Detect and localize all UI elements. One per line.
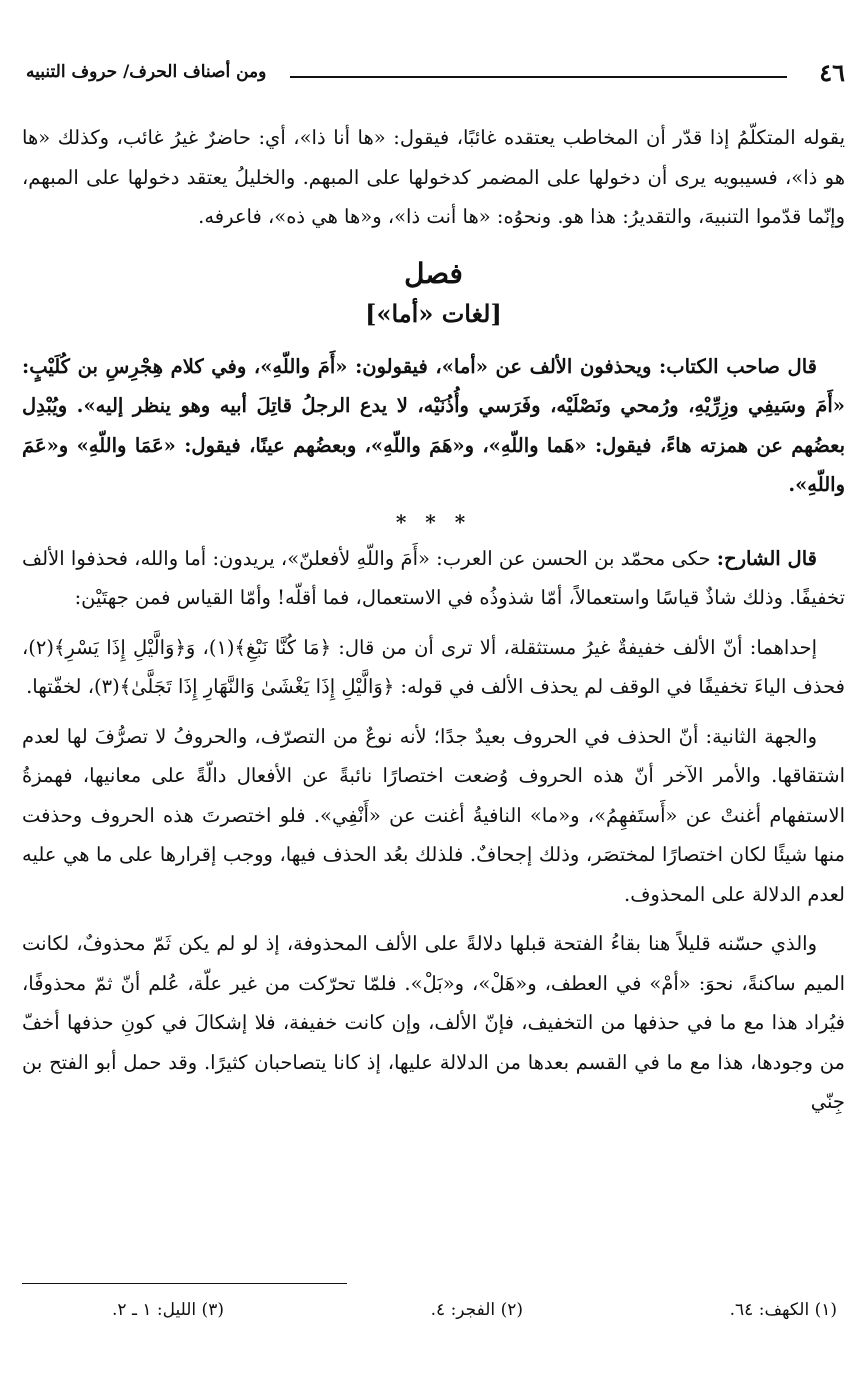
- paragraph-1: يقوله المتكلّمُ إذا قدّر أن المخاطب يعتقده غائبًا، فيقول: «ها أنا ذا»، أي: حاضرٌ غيرُ غائب، وكذلك «ها هو ذا»، فسيبويه يرى أن دخولها على المضمر كدخولها على المبهم. والخليلُ يعتقد دخولها على المبهم، وإنّما قدّموا التنبيهَ، والتقديرُ: هذا هو. ونحوُه: «ها أنت ذا»، و«ها هي ذه»، فاعرفه.: [22, 126, 845, 228]
- page-body: [22, 118, 845, 1122]
- paragraph-3-text: حكى محمّد بن الحسن عن العرب: «أَمَ واللّهِ لأفعلنّ»، يريدون: أما والله، فحذفوا الألف تخفيفًا. وذلك شاذٌ قياسًا واستعمالاً، أمّا شذوذُه في الاستعمال، فما أقلّه! وأمّا القياس فمن جهتَيْن:: [22, 546, 845, 609]
- running-title: ومن أصناف الحرف/ حروف التنبيه: [26, 62, 267, 82]
- footnote-rule: [22, 1283, 347, 1284]
- footnote-3: (٣) الليل: ١ ـ ٢.: [112, 1300, 224, 1320]
- section-divider-stars: * * *: [395, 509, 472, 534]
- section-subtitle: [لغات «أما»]: [365, 298, 502, 328]
- commentator-label: قال الشارح:: [716, 546, 817, 570]
- paragraph-5: والجهة الثانية: أنّ الحذف في الحروف بعيدٌ جدًا؛ لأنه نوعٌ من التصرّف، والحروفُ لا تصرُّفَ لها لعدم اشتقاقها. والأمر الآخر أنّ هذه الحروف وُضعت اختصارًا نائبةً عن الأفعال دالّةً على معانيها، فهمزةُ الاستفهام أغنتْ عن «أَستَفهِمُ»، و«ما» النافيةُ أغنت عن «أَنْفِي». فلو اختصرتَ هذه الحروف وحذفت منها شيئًا لكان اختصارًا لمختصَر، وذلك إجحافٌ. فلذلك بعُد الحذف فيها، ووجب إقرارها على ما هي عليه لعدم الدلالة على المحذوف.: [22, 724, 845, 906]
- paragraph-2: قال صاحب الكتاب: ويحذفون الألف عن «أما»، فيقولون: «أَمَ واللّهِ»، وفي كلام هِجْرِسِ بن كُلَيْبٍ: «أَمَ وسَيفِي وزِرِّيْهِ، ورُمحي ونَصْلَيْه، وفَرَسي وأُذُنَيْه، لا يدع الرجلُ قاتِلَ أبيه وهو ينظر إليه». ويُبْدِل بعضُهم عن همزته هاءً، فيقول: «هَما واللّهِ»، و«هَمَ واللّهِ»، وبعضُهم عينًا، فيقول: «عَمَا واللّهِ» و«عَمَ واللّهِ».: [22, 354, 845, 496]
- book-page: [22, 0, 845, 1375]
- page-number: ٤٦: [819, 58, 845, 87]
- paragraph-4: إحداهما: أنّ الألف خفيفةٌ غيرُ مستثقلة، ألا ترى أن من قال: ﴿مَا كُنَّا نَبْغِ﴾(١)، وَ﴿وَالَّيْلِ إِذَا يَسْرِ﴾(٢)، فحذف الياءَ تخفيفًا في الوقف لم يحذف الألف في قوله: ﴿وَالَّيْلِ إِذَا يَغْشَىٰ وَالنَّهَارِ إِذَا تَجَلَّىٰ﴾(٣)، لخفّتها.: [22, 635, 845, 698]
- running-header: [22, 60, 845, 90]
- footnote-2: (٢) الفجر: ٤.: [430, 1300, 523, 1320]
- paragraph-6: والذي حسّنه قليلاً هنا بقاءُ الفتحة قبلها دلالةً على الألف المحذوفة، إذ لو لم يكن ثَمّ محذوفٌ، لكانت الميم ساكنةً، نحوَ: «أمْ» في العطف، و«هَلْ»، و«بَلْ». فلمّا تحرّكت من غير علّة، عُلم أنّ ثمّ محذوفًا، فيُراد هذا مع ما في حذفها من التخفيف، فإنّ الألف، وإن كانت خفيفة، فلا إشكالَ في كونِ حذفها أخفّ من وجودها، هذا مع ما في القسم بعدها من الدلالة عليها، إذ كانا يتصاحبان كثيرًا. وقد حمل أبو الفتح بن جِنّي: [22, 932, 845, 1113]
- section-title: فصل: [404, 256, 463, 290]
- header-rule: [290, 76, 787, 78]
- paragraph-3: [22, 539, 845, 618]
- footnotes: [22, 1300, 845, 1320]
- footnote-1: (١) الكهف: ٦٤.: [729, 1300, 837, 1320]
